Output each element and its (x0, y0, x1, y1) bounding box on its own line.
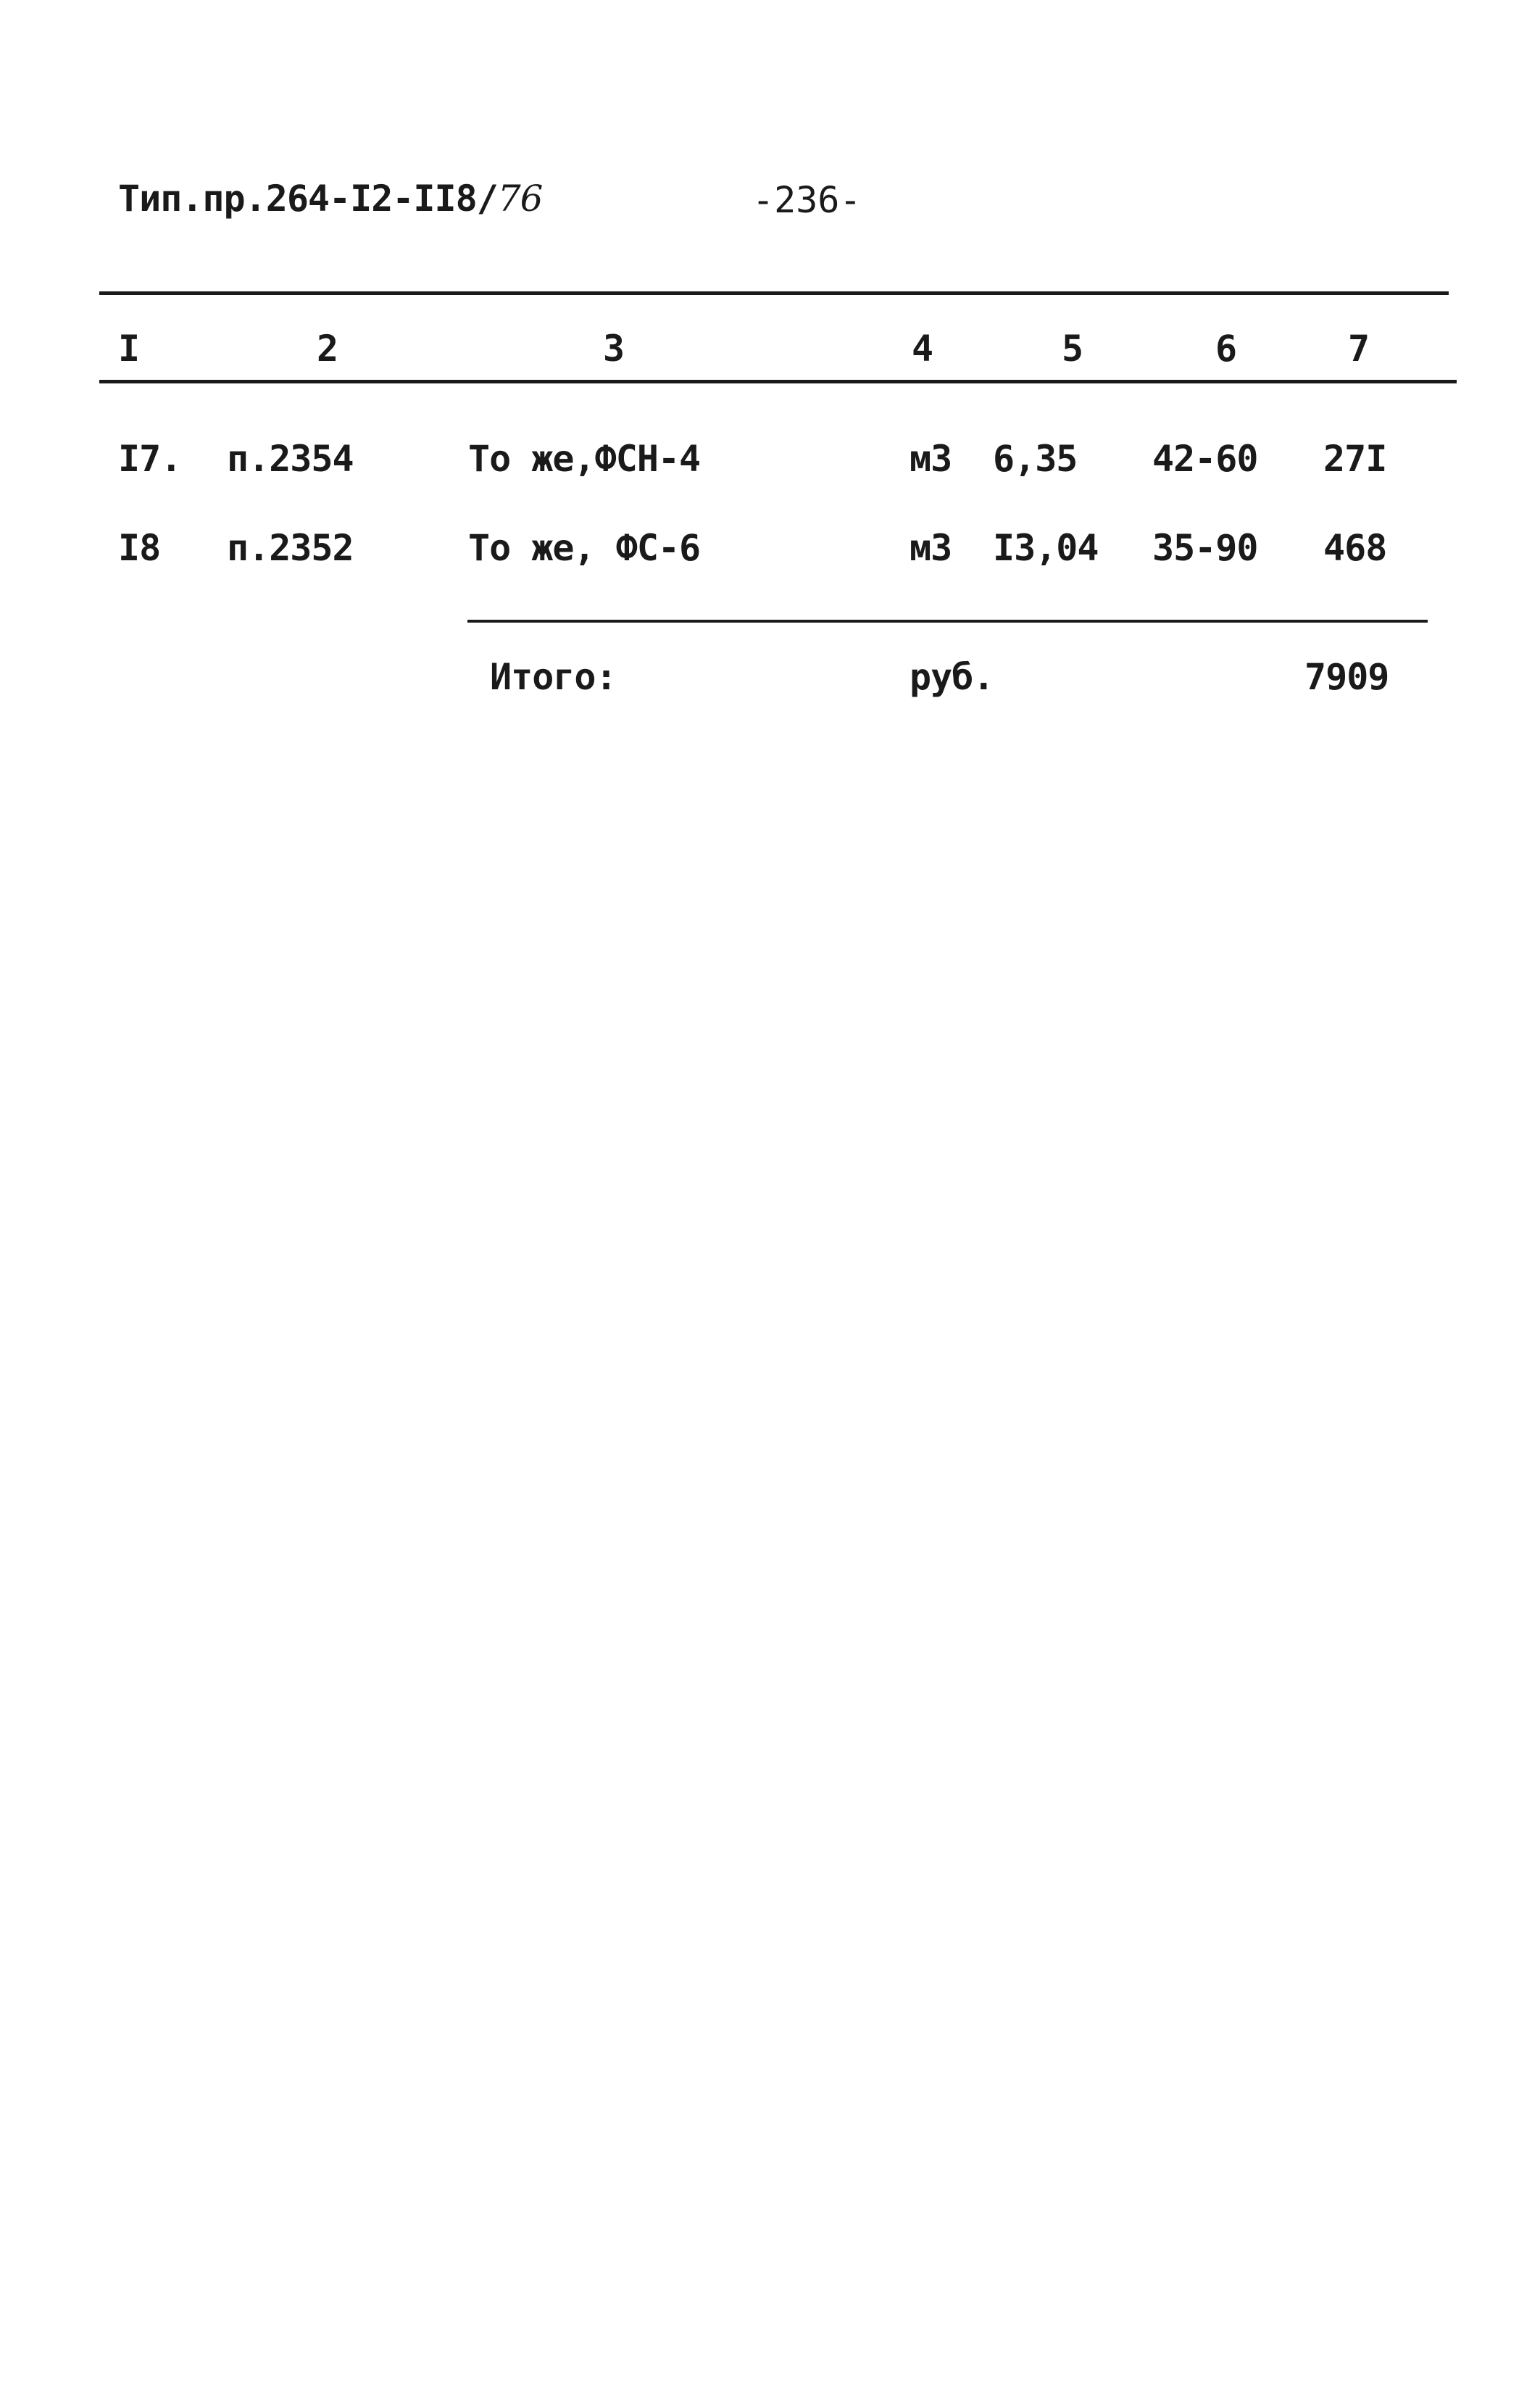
document-code-suffix: 76 (497, 178, 543, 220)
column-header-1: I (118, 328, 140, 370)
row-price: 42-60 (1152, 438, 1258, 480)
row-number: I7. (118, 438, 182, 480)
column-header-6: 6 (1215, 328, 1237, 370)
table-top-rule (99, 291, 1449, 295)
column-header-2: 2 (317, 328, 338, 370)
column-header-5: 5 (1062, 328, 1083, 370)
row-unit: м3 (910, 438, 952, 480)
row-name: То же,ФСН-4 (468, 438, 701, 480)
row-reference: п.2352 (227, 527, 354, 569)
row-name: То же, ФС-6 (468, 527, 701, 569)
summary-label: Итого: (490, 656, 617, 698)
row-total: 468 (1323, 527, 1387, 569)
row-quantity: 6,35 (993, 438, 1078, 480)
column-header-4: 4 (912, 328, 933, 370)
row-number: I8 (118, 527, 161, 569)
row-total: 27I (1323, 438, 1387, 480)
row-reference: п.2354 (227, 438, 354, 480)
summary-unit: руб. (910, 656, 994, 698)
summary-value: 7909 (1304, 656, 1389, 698)
column-header-7: 7 (1348, 328, 1370, 370)
row-quantity: I3,04 (993, 527, 1099, 569)
document-code-prefix: Тип.пр.264-I2-II8/ (118, 178, 498, 220)
document-code (118, 178, 542, 220)
summary-rule (467, 620, 1428, 623)
table-header-rule (99, 380, 1457, 383)
row-unit: м3 (910, 527, 952, 569)
page-number: -236- (752, 179, 862, 221)
row-price: 35-90 (1152, 527, 1258, 569)
column-header-3: 3 (603, 328, 625, 370)
